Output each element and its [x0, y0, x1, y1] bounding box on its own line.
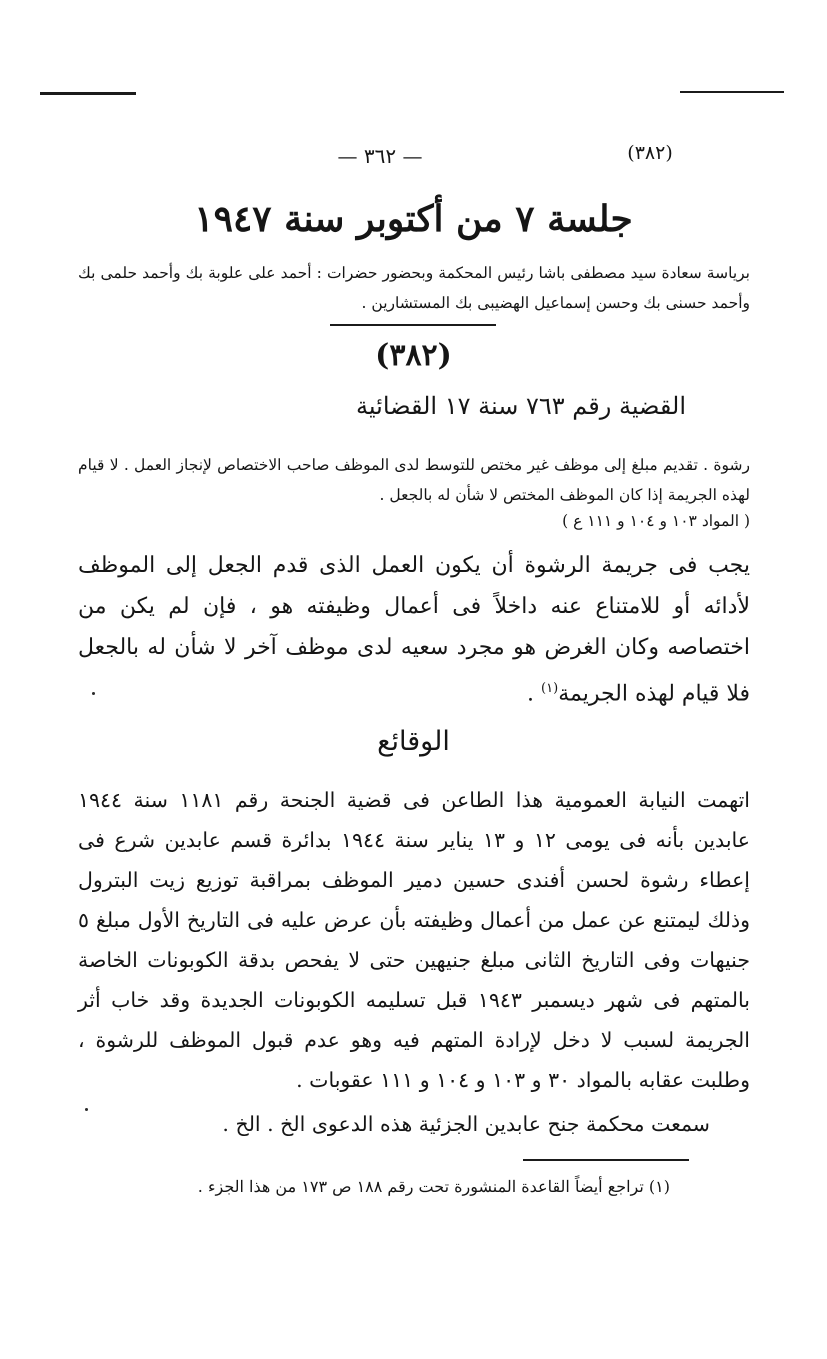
court-line: سمعت محكمة جنح عابدين الجزئية هذه الدعوى الخ . الخ . — [222, 1112, 710, 1136]
print-speck — [92, 692, 95, 695]
footnote-divider — [523, 1159, 689, 1161]
case-summary: رشوة . تقديم مبلغ إلى موظف غير مختص للتوسط لدى الموظف صاحب الاختصاص لإنجاز العمل . لا قيام لهذه الجريمة إذا كان الموظف المختص لا شأن له بالجعل . — [78, 456, 750, 504]
presidency-text: برياسة سعادة سيد مصطفى باشا رئيس المحكمة وبحضور حضرات : أحمد على علوبة بك وأحمد حلمى بك وأحمد حسنى بك وحسن إسماعيل الهضيبى بك المستشارين . — [78, 264, 750, 312]
case-number: (٣٨٢) — [375, 338, 452, 373]
page-number: — ٣٦٢ — — [337, 144, 423, 168]
legal-principle-end: . — [527, 681, 542, 707]
top-rule-right — [680, 91, 784, 93]
legal-principle — [78, 545, 750, 714]
footnote: (١) تراجع أيضاً القاعدة المنشورة تحت رقم ١٨٨ ص ١٧٣ من هذا الجزء . — [197, 1177, 670, 1196]
print-speck — [85, 1108, 88, 1111]
case-articles: ( المواد ١٠٣ و ١٠٤ و ١١١ ع ) — [562, 512, 750, 530]
facts-body: اتهمت النيابة العمومية هذا الطاعن فى قضية الجنحة رقم ١١٨١ سنة ١٩٤٤ عابدين بأنه فى يومى ١٢ و ١٣ يناير سنة ١٩٤٤ بدائرة قسم عابدين شرع فى إعطاء رشوة لحسن أفندى حسين دمير الموظف بمراقبة توزيع زيت البترول وذلك ليمتنع عن عمل من أعمال وظيفته بأن عرض عليه فى التاريخ الأول مبلغ ٥ جنيهات وفى التاريخ الثانى مبلغ جنيهين حتى لا يفحص بدقة الكوبونات الخاصة بالمتهم فى شهر ديسمبر ١٩٤٣ قبل تسليمه الكوبونات الجديدة وقد خاب أثر الجريمة لسبب لا دخل لإرادة المتهم فيه وهو عدم قبول الموظف للرشوة ، وطلبت عقابه بالمواد ٣٠ و ١٠٣ و ١٠٤ و ١١١ عقوبات . — [78, 788, 751, 1092]
facts-heading: الوقائع — [377, 726, 450, 757]
case-line: القضية رقم ٧٦٣ سنة ١٧ القضائية — [356, 392, 686, 420]
case-ref-top: (٣٨٢) — [627, 142, 673, 164]
running-header — [0, 140, 827, 174]
footnote-marker: (١) — [541, 681, 559, 696]
legal-principle-text: يجب فى جريمة الرشوة أن يكون العمل الذى قدم الجعل إلى الموظف لأدائه أو للامتناع عنه داخلاً فى أعمال وظيفته هو ، فإن لم يكن من اختصاصه وكان الغرض هو مجرد سعيه لدى موظف آخر لا شأن له بالجعل فلا قيام لهذه الجريمة — [78, 553, 750, 707]
session-title: جلسة ٧ من أكتوبر سنة ١٩٤٧ — [194, 198, 633, 240]
section-divider — [330, 324, 496, 326]
top-rule-left — [40, 92, 136, 95]
